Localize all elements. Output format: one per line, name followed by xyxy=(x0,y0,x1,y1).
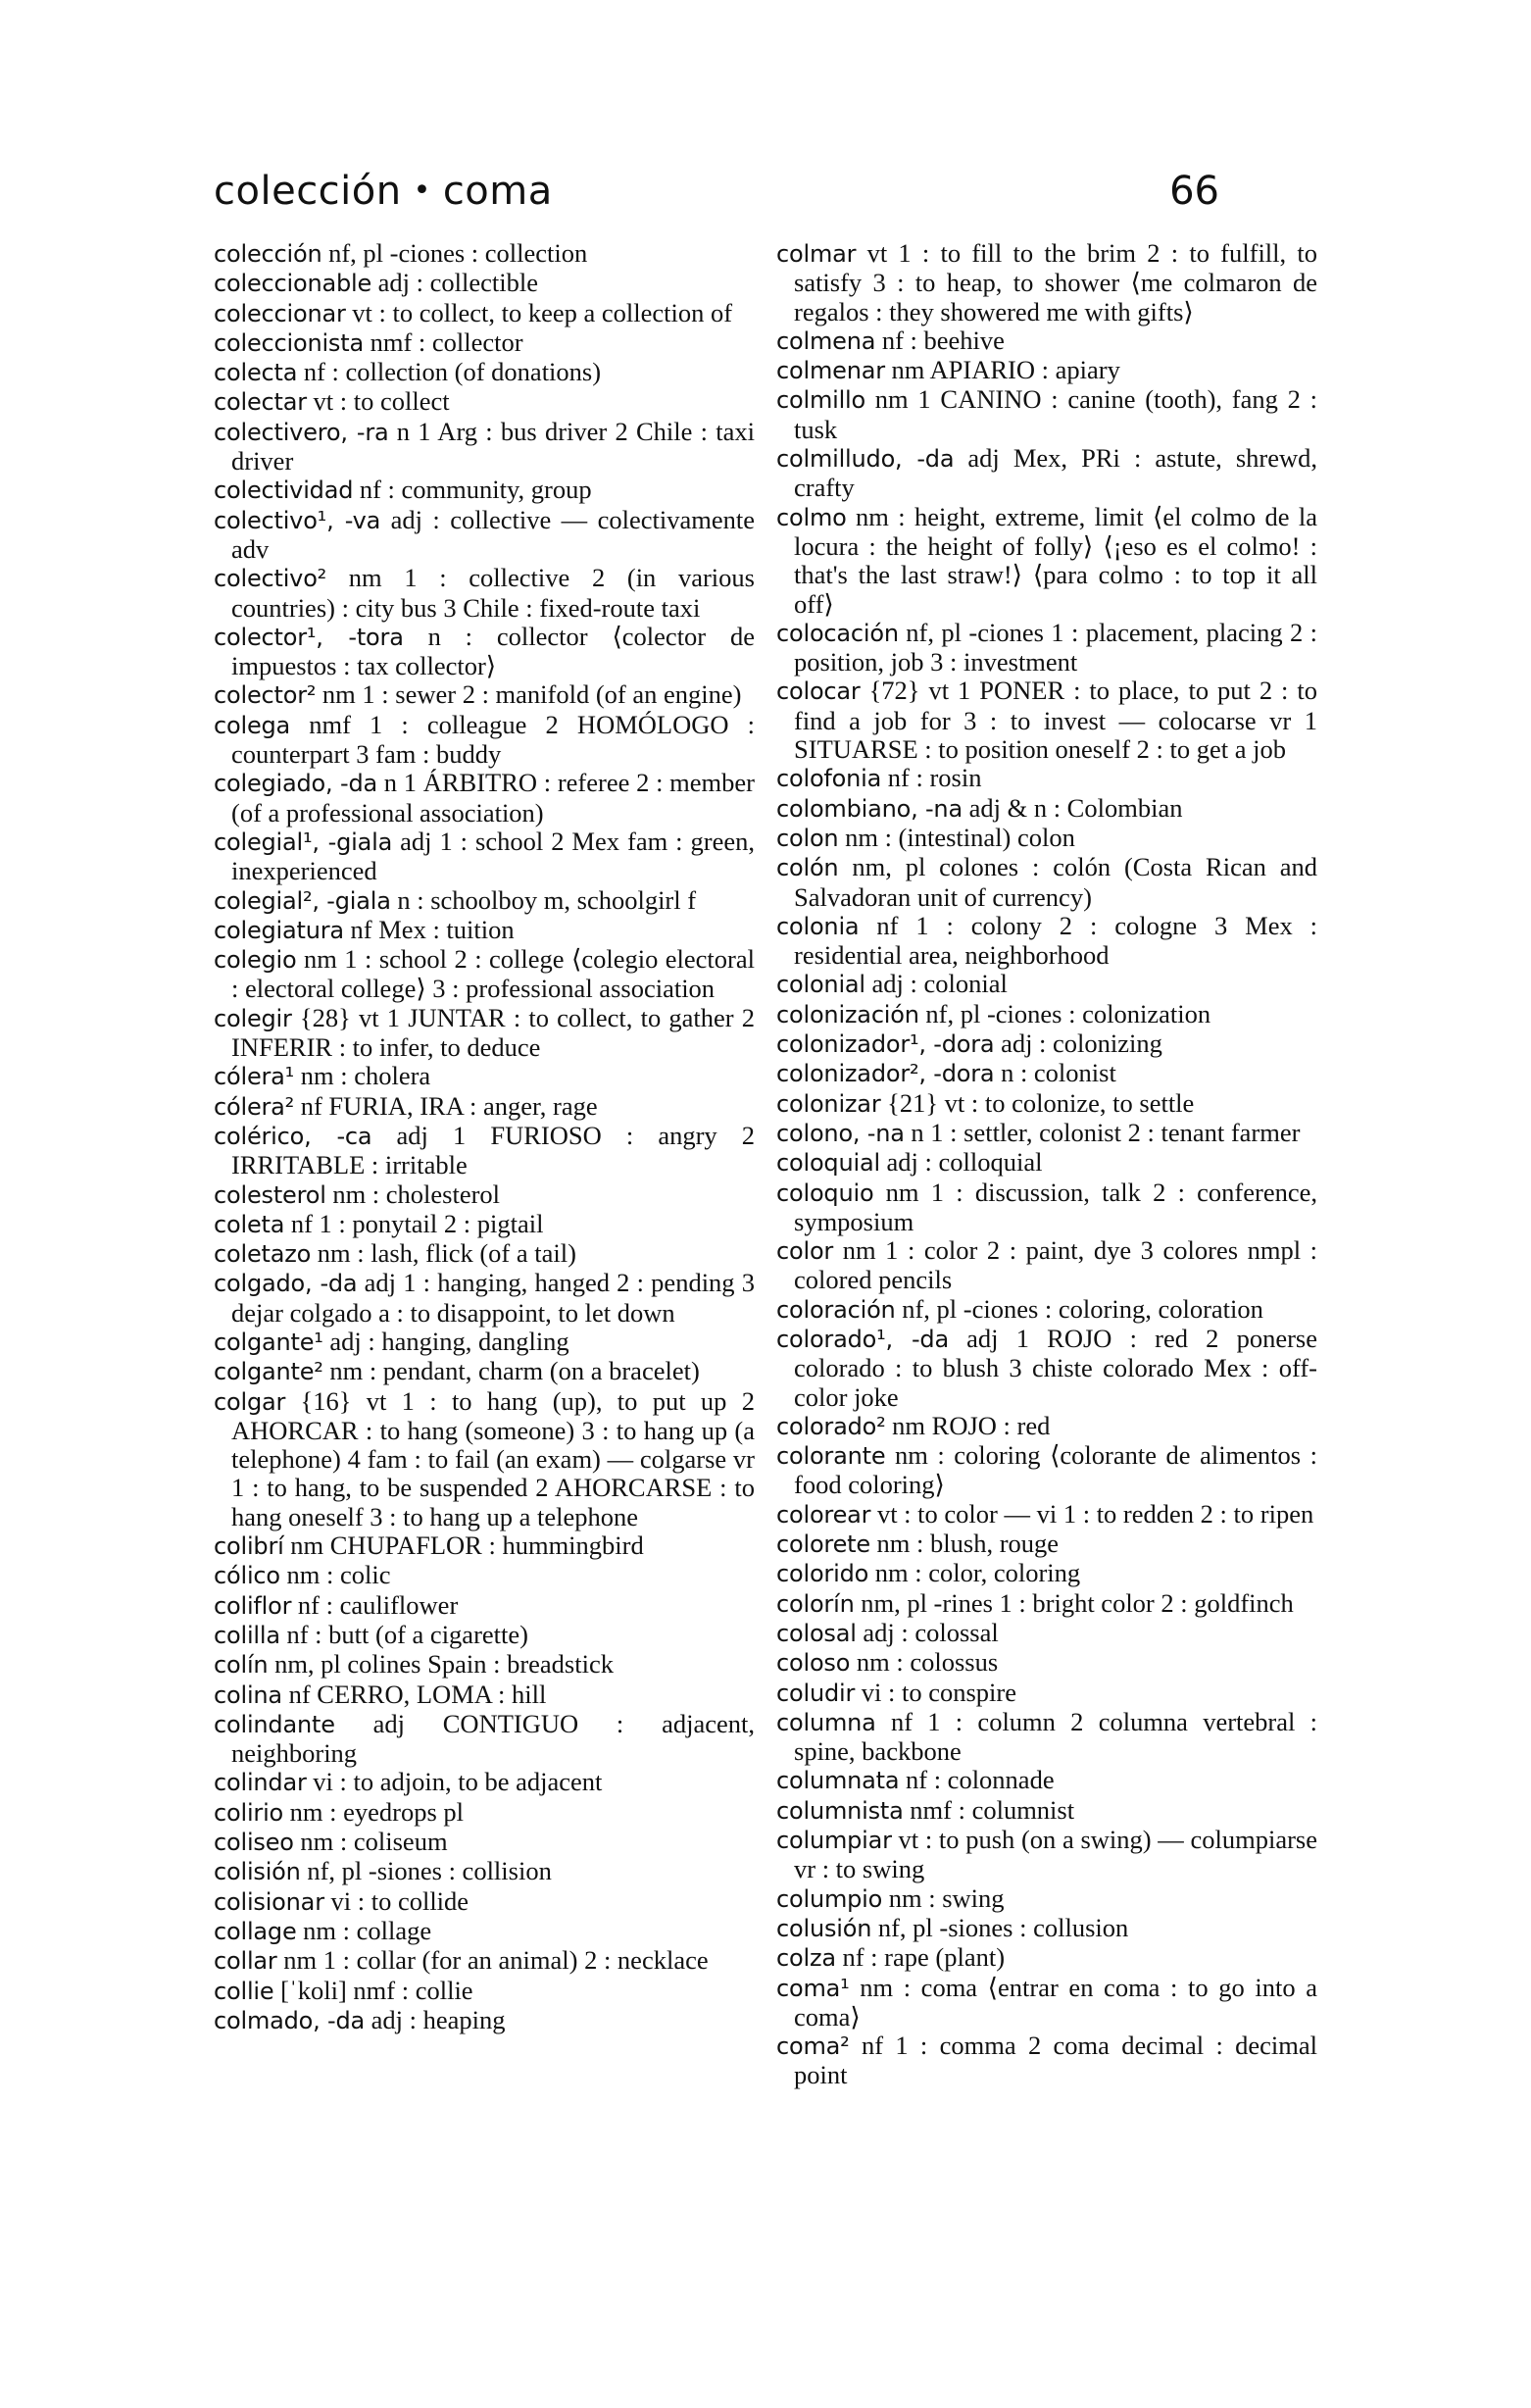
dictionary-entry xyxy=(214,1710,755,1769)
dictionary-entry xyxy=(776,1295,1317,1325)
entry-definition: vi : to conspire xyxy=(861,1677,1017,1707)
dictionary-entry xyxy=(214,1062,755,1091)
guide-words xyxy=(214,169,553,214)
dictionary-entry xyxy=(776,1974,1317,2032)
entry-headword: columnata xyxy=(776,1767,900,1795)
dictionary-entry xyxy=(214,1621,755,1650)
dictionary-entry xyxy=(776,1766,1317,1795)
entry-headword: coloquial xyxy=(776,1149,880,1178)
entry-definition: nf, pl -ciones 1 : placement, placing 2 : position, job 3 : investment xyxy=(794,617,1317,677)
entry-definition: nm 1 : discussion, talk 2 : conference, symposium xyxy=(794,1177,1317,1236)
entry-headword: colectar xyxy=(214,388,307,417)
entry-headword: coma¹ xyxy=(776,1974,850,2002)
dictionary-entry xyxy=(776,1500,1317,1530)
entry-definition: adj : heaping xyxy=(370,2004,506,2034)
entry-definition: nm : lash, flick (of a tail) xyxy=(317,1238,576,1269)
entry-definition: vi : to adjoin, to be adjacent xyxy=(313,1767,603,1797)
entry-headword: colonia xyxy=(776,912,860,940)
entry-headword: colgante¹ xyxy=(214,1328,323,1356)
dictionary-entry xyxy=(776,912,1317,971)
dictionary-entry xyxy=(214,1357,755,1386)
dictionary-entry xyxy=(214,506,755,565)
dictionary-entry xyxy=(214,886,755,916)
entry-headword: colza xyxy=(776,1944,836,1973)
dictionary-entry xyxy=(776,1412,1317,1441)
entry-headword: colectivero, -ra xyxy=(214,418,389,446)
entry-definition: nmf : collector xyxy=(370,326,523,357)
entry-headword: cólico xyxy=(214,1562,280,1590)
dictionary-entry xyxy=(214,358,755,387)
dictionary-entry xyxy=(214,269,755,298)
entry-headword: colono, -na xyxy=(776,1119,905,1147)
entry-headword: cólera¹ xyxy=(214,1063,295,1091)
entry-headword: colonización xyxy=(776,1000,919,1028)
dictionary-entry xyxy=(214,1946,755,1976)
dictionary-entry xyxy=(214,1239,755,1269)
dictionary-entry xyxy=(214,564,755,623)
dictionary-entry xyxy=(214,1798,755,1828)
dictionary-entry xyxy=(776,2032,1317,2090)
entry-definition: nf 1 : colony 2 : cologne 3 Mex : residential area, neighborhood xyxy=(794,910,1318,971)
entry-definition: vt : to collect, to keep a collection of xyxy=(352,297,733,327)
entry-definition: n : schoolboy m, schoolgirl f xyxy=(397,884,697,915)
entry-definition: nm : cholesterol xyxy=(332,1179,501,1209)
dictionary-entry xyxy=(776,1148,1317,1178)
entry-definition: vt : to collect xyxy=(313,386,450,417)
entry-headword: colombiano, -na xyxy=(776,794,963,823)
entry-definition: nm : collage xyxy=(303,1915,432,1945)
entry-headword: colmilludo, -da xyxy=(776,445,955,474)
entry-definition: nm : blush, rouge xyxy=(876,1529,1060,1559)
entry-headword: colirio xyxy=(214,1798,284,1827)
dictionary-entry xyxy=(776,1679,1317,1708)
entry-headword: colofonia xyxy=(776,765,882,793)
entry-headword: columna xyxy=(776,1708,876,1736)
entry-definition: nf : cauliflower xyxy=(297,1589,459,1620)
entry-definition: nm : coma ⟨entrar en coma : to go into a coma⟩ xyxy=(794,1972,1317,2032)
entry-definition: nm ROJO : red xyxy=(892,1410,1051,1440)
entry-definition: adj 1 ROJO : red 2 ponerse colorado : to blush 3 chiste colorado Mex : off-color joke xyxy=(794,1323,1318,1412)
entry-definition: adj CONTIGUO : adjacent, neighboring xyxy=(231,1708,756,1769)
dictionary-entry xyxy=(776,1089,1317,1119)
entry-headword: colegiatura xyxy=(214,916,344,944)
entry-definition: nm 1 CANINO : canine (tooth), fang 2 : tusk xyxy=(794,384,1318,444)
dictionary-entry xyxy=(776,326,1317,356)
entry-definition: nm 1 : collective 2 (in various countries) : city bus 3 Chile : fixed-route taxi xyxy=(231,563,755,623)
entry-definition: nf Mex : tuition xyxy=(350,914,515,944)
dictionary-entry xyxy=(776,1179,1317,1237)
entry-headword: columnista xyxy=(776,1796,904,1825)
entry-definition: adj 1 : hanging, hanged 2 : pending 3 dejar colgado a : to disappoint, to let down xyxy=(231,1268,756,1328)
dictionary-entry xyxy=(214,711,755,770)
entry-headword: colibrí xyxy=(214,1532,284,1561)
dictionary-entry xyxy=(214,1768,755,1797)
entry-headword: colín xyxy=(214,1651,269,1680)
dictionary-entry xyxy=(776,1708,1317,1767)
entry-definition: nm : coloring ⟨colorante de alimentos : food coloring⟩ xyxy=(794,1440,1317,1500)
dictionary-entry xyxy=(214,916,755,945)
entry-definition: [ˈkoli] nmf : collie xyxy=(280,1975,473,2005)
dictionary-entry xyxy=(776,794,1317,824)
dictionary-entry xyxy=(776,385,1317,444)
entry-definition: nf 1 : comma 2 coma decimal : decimal point xyxy=(794,2031,1318,2090)
dictionary-entry xyxy=(214,1004,755,1063)
entry-headword: colorante xyxy=(776,1442,886,1471)
entry-headword: colonizador¹, -dora xyxy=(776,1030,995,1059)
entry-headword: coloración xyxy=(776,1295,896,1324)
entry-headword: colindar xyxy=(214,1769,307,1797)
dictionary-entry xyxy=(214,1887,755,1917)
entry-definition: vt : to push (on a swing) — columpiarse vr : to swing xyxy=(794,1825,1318,1884)
entry-headword: colosal xyxy=(776,1619,857,1647)
entry-headword: coletazo xyxy=(214,1240,312,1269)
entry-headword: colmena xyxy=(776,326,876,355)
entry-headword: colorete xyxy=(776,1530,870,1559)
entry-definition: nf 1 : ponytail 2 : pigtail xyxy=(290,1208,544,1238)
entry-headword: colectividad xyxy=(214,477,354,505)
dictionary-entry xyxy=(776,356,1317,385)
entry-headword: colectivo¹, -va xyxy=(214,506,381,534)
dictionary-entry xyxy=(776,1000,1317,1029)
entry-definition: vt 1 : to fill to the brim 2 : to fulfill, to satisfy 3 : to heap, to shower ⟨me colmaron de regalos : they showered me with gifts⟩ xyxy=(794,238,1318,326)
entry-headword: colectivo² xyxy=(214,565,327,593)
dictionary-entry xyxy=(214,2006,755,2035)
page-number: 66 xyxy=(1169,169,1219,214)
dictionary-entry xyxy=(776,677,1317,764)
entry-headword: colmillo xyxy=(776,386,866,415)
entry-definition: nm : coliseum xyxy=(300,1827,448,1857)
guide-word-last: coma xyxy=(442,169,553,214)
dictionary-entry xyxy=(776,1796,1317,1826)
entry-headword: colector¹, -tora xyxy=(214,623,404,651)
entry-headword: colisionar xyxy=(214,1887,324,1916)
entry-headword: collage xyxy=(214,1917,297,1945)
dictionary-entry xyxy=(214,387,755,417)
dictionary-entry xyxy=(776,1648,1317,1678)
entry-headword: colindante xyxy=(214,1710,335,1738)
entry-definition: nf : colonnade xyxy=(906,1765,1055,1795)
entry-headword: colorido xyxy=(776,1560,869,1588)
dictionary-entry xyxy=(776,1325,1317,1412)
entry-headword: colega xyxy=(214,711,291,739)
dictionary-entry xyxy=(776,1059,1317,1088)
entry-definition: {28} vt 1 JUNTAR : to collect, to gather 2 INFERIR : to infer, to deduce xyxy=(231,1002,756,1063)
entry-definition: nf 1 : column 2 columna vertebral : spine, backbone xyxy=(794,1706,1318,1767)
entry-definition: adj : hanging, dangling xyxy=(329,1326,569,1356)
entry-headword: colorado¹, -da xyxy=(776,1325,949,1353)
dictionary-entry xyxy=(776,970,1317,999)
entry-headword: colón xyxy=(776,854,839,882)
dictionary-entry xyxy=(214,1681,755,1710)
entry-definition: nm : cholera xyxy=(300,1061,431,1091)
entry-headword: colegiado, -da xyxy=(214,770,378,798)
entry-definition: nf : community, group xyxy=(359,475,592,505)
dictionary-entry xyxy=(776,444,1317,503)
dictionary-entry xyxy=(776,619,1317,677)
entry-definition: vi : to collide xyxy=(330,1885,469,1916)
entry-headword: colecta xyxy=(214,359,298,387)
entry-headword: cólera² xyxy=(214,1092,295,1121)
entry-headword: coliflor xyxy=(214,1591,292,1620)
entry-definition: nm : colic xyxy=(286,1560,391,1590)
dictionary-entry xyxy=(776,1559,1317,1588)
entry-headword: coleccionista xyxy=(214,328,364,357)
entry-headword: coliseo xyxy=(214,1829,294,1857)
entry-headword: colmar xyxy=(776,240,857,268)
dictionary-entry xyxy=(776,1884,1317,1914)
dictionary-entry xyxy=(214,680,755,710)
dictionary-entry xyxy=(214,1917,755,1946)
entry-definition: n 1 Arg : bus driver 2 Chile : taxi driver xyxy=(231,416,756,477)
dictionary-entry xyxy=(776,1589,1317,1619)
dictionary-entry xyxy=(776,239,1317,326)
entry-headword: coleta xyxy=(214,1210,285,1238)
entry-headword: colmenar xyxy=(776,357,885,385)
entry-definition: nm 1 : sewer 2 : manifold (of an engine) xyxy=(321,679,742,710)
dictionary-entry xyxy=(214,769,755,828)
dictionary-entry xyxy=(214,476,755,505)
dictionary-entry xyxy=(214,623,755,681)
dictionary-entry xyxy=(214,1387,755,1531)
entry-headword: colusión xyxy=(776,1914,872,1942)
entry-headword: colina xyxy=(214,1681,282,1709)
entry-definition: nf, pl -ciones : colonization xyxy=(925,998,1211,1028)
entry-headword: colonizar xyxy=(776,1089,881,1118)
dictionary-entry xyxy=(214,1180,755,1210)
dictionary-entry xyxy=(214,1210,755,1239)
dictionary-entry xyxy=(776,1441,1317,1500)
dictionary-entry xyxy=(214,945,755,1004)
entry-headword: columpiar xyxy=(776,1827,892,1855)
entry-definition: nmf : columnist xyxy=(910,1794,1075,1825)
entry-definition: nm 1 : school 2 : college ⟨colegio electoral : electoral college⟩ 3 : professional association xyxy=(231,944,755,1004)
dictionary-entry xyxy=(776,764,1317,793)
entry-headword: coloso xyxy=(776,1649,851,1678)
entry-definition: nmf 1 : colleague 2 HOMÓLOGO : counterpart 3 fam : buddy xyxy=(231,709,756,770)
entry-definition: nf : butt (of a cigarette) xyxy=(286,1619,528,1649)
dictionary-entry xyxy=(776,824,1317,853)
entry-definition: adj : collectible xyxy=(377,268,539,298)
entry-headword: colon xyxy=(776,824,839,852)
dictionary-entry xyxy=(214,239,755,269)
entry-definition: {21} vt : to colonize, to settle xyxy=(887,1087,1195,1118)
entry-definition: nm : (intestinal) colon xyxy=(845,822,1075,852)
dictionary-entry xyxy=(776,1236,1317,1295)
dictionary-entry xyxy=(776,1119,1317,1148)
entry-headword: colegial², -giala xyxy=(214,886,391,915)
entry-definition: adj : colonizing xyxy=(1001,1028,1162,1059)
entry-headword: colmado, -da xyxy=(214,2006,366,2034)
entry-headword: colérico, -ca xyxy=(214,1122,372,1150)
entry-headword: colisión xyxy=(214,1858,301,1886)
dictionary-entry xyxy=(214,1977,755,2006)
entry-definition: nf : rosin xyxy=(887,763,982,793)
entry-headword: colonial xyxy=(776,971,865,999)
entry-definition: nm : colossus xyxy=(856,1647,999,1678)
entry-definition: adj 1 FURIOSO : angry 2 IRRITABLE : irritable xyxy=(231,1120,756,1180)
entry-definition: nm, pl colones : colón (Costa Rican and Salvadoran unit of currency) xyxy=(794,852,1317,912)
entry-headword: collar xyxy=(214,1947,277,1976)
dictionary-entry xyxy=(214,1092,755,1122)
entry-definition: adj : collective — colectivamente adv xyxy=(231,504,755,564)
entry-definition: adj 1 : school 2 Mex fam : green, inexperienced xyxy=(231,826,756,886)
entry-headword: colector² xyxy=(214,681,317,710)
entry-definition: nm : height, extreme, limit ⟨el colmo de la locura : the height of folly⟩ ⟨¡eso es el colmo! : that's the last straw!⟩ ⟨para colmo : to top it all off⟩ xyxy=(794,501,1318,619)
entry-definition: nm, pl colines Spain : breadstick xyxy=(274,1649,614,1680)
dictionary-entry xyxy=(214,1328,755,1357)
dictionary-entry xyxy=(214,1531,755,1561)
dictionary-entry xyxy=(776,1826,1317,1884)
entry-headword: coleccionable xyxy=(214,270,372,298)
dictionary-entry xyxy=(214,1857,755,1886)
dictionary-entry xyxy=(214,1561,755,1590)
entry-definition: nf, pl -siones : collusion xyxy=(877,1912,1129,1942)
running-header xyxy=(214,169,1219,224)
entry-headword: colocar xyxy=(776,677,861,706)
dictionary-entry xyxy=(214,299,755,328)
dictionary-entry xyxy=(776,1029,1317,1059)
entry-headword: columpio xyxy=(776,1884,883,1913)
entry-headword: coludir xyxy=(776,1679,856,1707)
entry-definition: nf, pl -siones : collision xyxy=(307,1856,552,1886)
entry-headword: coleccionar xyxy=(214,299,346,327)
entry-definition: adj : colossal xyxy=(863,1617,999,1647)
entry-definition: nm 1 : color 2 : paint, dye 3 colores nmpl : colored pencils xyxy=(794,1235,1317,1295)
entry-definition: adj : colloquial xyxy=(886,1147,1043,1178)
entry-headword: colgado, -da xyxy=(214,1270,358,1298)
entry-definition: nm : swing xyxy=(888,1882,1005,1913)
entry-headword: colorado² xyxy=(776,1412,886,1440)
dictionary-entry xyxy=(214,1122,755,1180)
entry-definition: n : colonist xyxy=(1001,1058,1116,1088)
entry-headword: colgar xyxy=(214,1387,286,1416)
entry-definition: nm CHUPAFLOR : hummingbird xyxy=(290,1530,644,1561)
entry-headword: colocación xyxy=(776,619,899,647)
dictionary-entry xyxy=(214,1591,755,1621)
entry-headword: color xyxy=(776,1237,834,1266)
entry-definition: nf : beehive xyxy=(881,325,1005,355)
dictionary-entry xyxy=(214,418,755,477)
entry-definition: n 1 ÁRBITRO : referee 2 : member (of a professional association) xyxy=(231,768,755,828)
dictionary-entry xyxy=(776,1914,1317,1943)
entry-definition: nf, pl -ciones : coloring, coloration xyxy=(902,1293,1263,1324)
entry-definition: {16} vt 1 : to hang (up), to put up 2 AHORCAR : to hang (someone) 3 : to hang up (a telephone) 4 fam : to fail (an exam) — colgarse vr 1 : to hang, to be suspended 2 AHORCARSE : to hang oneself 3 : to hang up a telephone xyxy=(231,1385,755,1531)
entry-headword: colgante² xyxy=(214,1358,323,1386)
entry-definition: nm 1 : collar (for an animal) 2 : necklace xyxy=(283,1945,709,1976)
dictionary-entry xyxy=(776,853,1317,912)
entry-headword: colilla xyxy=(214,1621,280,1649)
entry-definition: nm APIARIO : apiary xyxy=(891,355,1120,385)
entry-definition: vt : to color — vi 1 : to redden 2 : to ripen xyxy=(876,1498,1314,1529)
entry-definition: n : collector ⟨colector de impuestos : tax collector⟩ xyxy=(231,621,756,681)
entry-headword: colonizador², -dora xyxy=(776,1060,995,1088)
entry-definition: nf CERRO, LOMA : hill xyxy=(288,1679,547,1709)
entry-definition: nf : rape (plant) xyxy=(842,1942,1006,1973)
entry-headword: colección xyxy=(214,240,322,268)
entry-definition: nm, pl -rines 1 : bright color 2 : goldfinch xyxy=(861,1587,1294,1618)
entry-definition: nf, pl -ciones : collection xyxy=(328,238,588,268)
entry-headword: colegir xyxy=(214,1004,292,1032)
entry-headword: colesterol xyxy=(214,1180,326,1209)
entry-definition: {72} vt 1 PONER : to place, to put 2 : to find a job for 3 : to invest — colocarse vr 1 SITUARSE : to position oneself 2 : to get a job xyxy=(794,676,1317,765)
entry-headword: colegio xyxy=(214,946,297,975)
entry-headword: colmo xyxy=(776,503,847,531)
dictionary-entry xyxy=(776,1943,1317,1973)
entry-definition: adj & n : Colombian xyxy=(968,792,1183,823)
entry-definition: nf FURIA, IRA : anger, rage xyxy=(300,1090,598,1121)
dictionary-entry xyxy=(776,1619,1317,1648)
right-column xyxy=(776,239,1317,2090)
entry-definition: n 1 : settler, colonist 2 : tenant farmer xyxy=(911,1117,1301,1147)
entry-headword: coma² xyxy=(776,2032,850,2061)
entry-headword: colegial¹, -giala xyxy=(214,828,393,856)
left-column xyxy=(214,239,755,2035)
entry-headword: colorín xyxy=(776,1589,855,1618)
entry-definition: nf : collection (of donations) xyxy=(303,357,602,387)
entry-definition: adj : colonial xyxy=(871,969,1008,999)
dictionary-entry xyxy=(214,1828,755,1857)
dictionary-entry xyxy=(214,828,755,886)
dictionary-entry xyxy=(214,1650,755,1680)
entry-headword: coloquio xyxy=(776,1179,874,1207)
dictionary-entry xyxy=(776,1530,1317,1559)
entry-definition: adj Mex, PRi : astute, shrewd, crafty xyxy=(794,443,1318,503)
guide-word-separator: • xyxy=(413,174,431,208)
entry-definition: nm : pendant, charm (on a bracelet) xyxy=(329,1356,700,1386)
guide-word-first: colección xyxy=(214,169,402,214)
entry-headword: collie xyxy=(214,1977,274,2005)
entry-definition: nm : color, coloring xyxy=(874,1558,1081,1588)
dictionary-entry xyxy=(214,1269,755,1328)
dictionary-entry xyxy=(776,503,1317,619)
entry-headword: colorear xyxy=(776,1500,871,1529)
entry-definition: nm : eyedrops pl xyxy=(289,1796,465,1827)
dictionary-entry xyxy=(214,328,755,358)
